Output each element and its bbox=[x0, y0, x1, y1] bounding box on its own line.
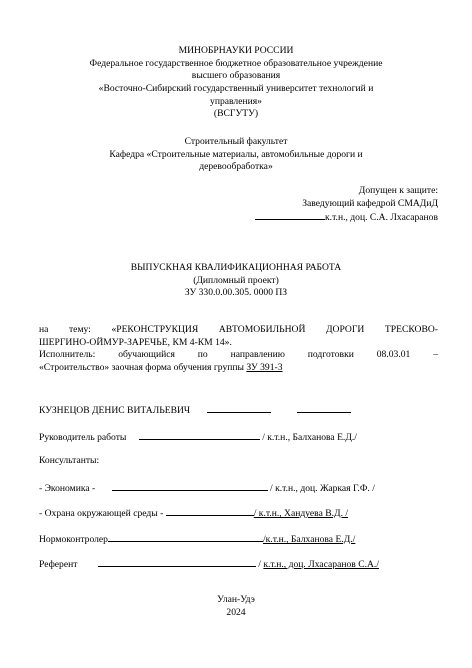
normcontrol-row bbox=[39, 532, 355, 547]
normcontrol-signature-blank bbox=[108, 532, 263, 542]
work-title-block bbox=[60, 262, 412, 300]
approval-block bbox=[255, 185, 438, 225]
economics-label: - Экономика - bbox=[39, 483, 96, 494]
signature-blank bbox=[255, 210, 325, 220]
student-signature-blank bbox=[207, 403, 271, 413]
supervisor-signature-blank bbox=[139, 430, 260, 440]
referee-signature-blank bbox=[98, 557, 256, 567]
student-name: КУЗНЕЦОВ ДЕНИС ВИТАЛЬЕВИЧ bbox=[39, 405, 191, 416]
study-form-line bbox=[39, 362, 438, 375]
year: 2024 bbox=[226, 606, 246, 618]
referee-row bbox=[39, 557, 379, 572]
student-date-blank bbox=[297, 403, 351, 413]
environment-value: / к.т.н., Хандуева В.Д. / bbox=[253, 508, 349, 519]
ministry-name: МИНОБРНАУКИ РОССИИ bbox=[178, 45, 294, 56]
economics-row bbox=[39, 481, 375, 496]
environment-row bbox=[39, 506, 348, 521]
department-name: Кафедра «Строительные материалы, автомобильные дороги и bbox=[109, 148, 363, 160]
approval-signature-line bbox=[255, 210, 438, 225]
referee-value: к.т.н., доц. Лхасаранов С.А./ bbox=[263, 559, 379, 570]
faculty-name: Строительный факультет bbox=[184, 136, 288, 147]
approval-head: Заведующий кафедрой СМАДиД bbox=[302, 197, 438, 209]
supervisor-label: Руководитель работы bbox=[39, 432, 127, 443]
student-row bbox=[39, 403, 439, 418]
work-code: ЗУ 330.0.00.305. 0000 ПЗ bbox=[184, 287, 288, 299]
referee-slash: / bbox=[258, 559, 261, 570]
topic-line-2: ШЕРГИНО-ОЙМУР-ЗАРЕЧЬЕ, КМ 4-КМ 14». bbox=[39, 336, 232, 348]
executor-line: Исполнитель: обучающийся по направлению подготовки 08.03.01 – bbox=[39, 349, 438, 361]
department-name-cont: деревообработка» bbox=[199, 161, 273, 173]
study-form-text: «Строительство» заочная форма обучения группы bbox=[39, 361, 247, 373]
work-title: ВЫПУСКНАЯ КВАЛИФИКАЦИОННАЯ РАБОТА bbox=[130, 262, 342, 273]
approval-signer: к.т.н., доц. С.А. Лхасаранов bbox=[325, 212, 438, 224]
footer-block bbox=[60, 594, 412, 619]
faculty-block bbox=[60, 136, 412, 174]
normcontrol-value: /к.т.н., Балханова Е.Д./ bbox=[262, 534, 356, 545]
institution-type: Федеральное государственное бюджетное образовательное учреждение bbox=[89, 57, 383, 69]
environment-label: - Охрана окружающей среды - bbox=[39, 508, 164, 519]
supervisor-row bbox=[39, 430, 357, 445]
group-code: ЗУ 391-3 bbox=[246, 361, 283, 373]
environment-signature-blank bbox=[166, 506, 254, 516]
ministry-header bbox=[60, 45, 412, 121]
economics-value: / к.т.н., доц. Жаркая Г.Ф. / bbox=[270, 483, 375, 494]
university-name: «Восточно-Сибирский государственный университет технологий и bbox=[98, 82, 374, 94]
supervisor-value: / к.т.н., Балханова Е.Д./ bbox=[262, 432, 357, 443]
institution-type-cont: высшего образования bbox=[191, 70, 281, 82]
approval-title: Допущен к защите: bbox=[358, 185, 438, 196]
university-name-cont: управления» bbox=[210, 95, 262, 107]
university-abbr: (ВСГУТУ) bbox=[213, 108, 259, 120]
city: Улан-Удэ bbox=[217, 594, 255, 605]
topic-line-1: на тему: «РЕКОНСТРУКЦИЯ АВТОМОБИЛЬНОЙ ДОРОГИ ТРЕСКОВО- bbox=[39, 324, 438, 335]
consultants-label: Консультанты: bbox=[39, 455, 100, 466]
topic-block bbox=[39, 324, 438, 375]
work-subtitle: (Дипломный проект) bbox=[193, 274, 279, 286]
normcontrol-label: Нормоконтролер bbox=[39, 534, 108, 545]
referee-label: Референт bbox=[39, 559, 78, 570]
economics-signature-blank bbox=[112, 481, 268, 491]
